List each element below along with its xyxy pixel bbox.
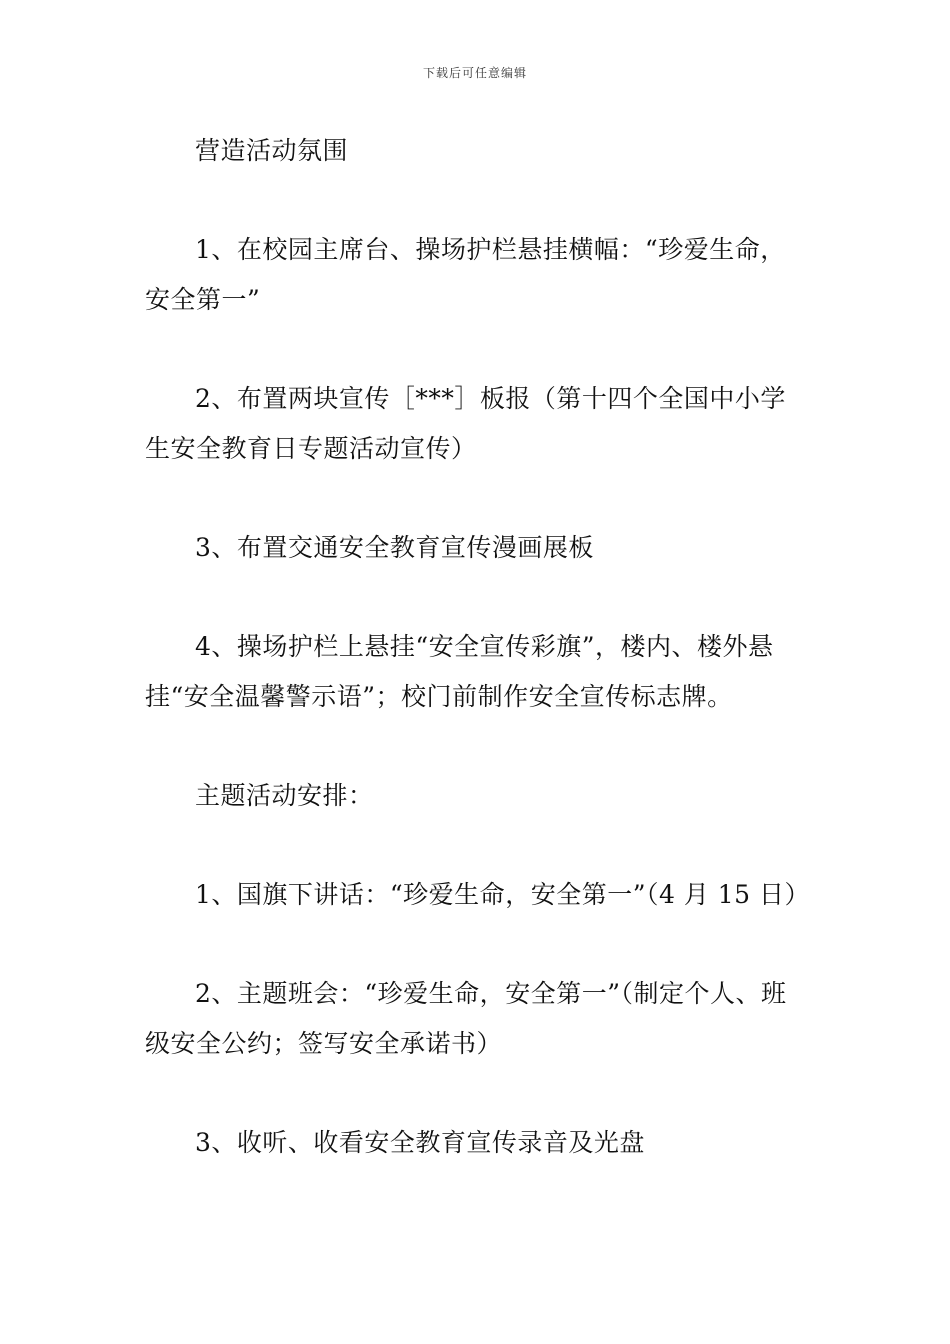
list-item: 2、主题班会：“珍爱生命，安全第一”（制定个人、班级安全公约；签写安全承诺书）	[145, 979, 787, 1058]
page-header-note: 下载后可任意编辑	[422, 66, 527, 80]
section-heading-atmosphere: 营造活动氛围	[195, 136, 349, 165]
list-item: 1、国旗下讲话：“珍爱生命，安全第一”（4 月 15 日）	[195, 880, 811, 909]
list-item: 2、布置两块宣传［***］板报（第十四个全国中小学生安全教育日专题活动宣传）	[145, 384, 786, 463]
list-item: 1、在校园主席台、操场护栏悬挂横幅：“珍爱生命，安全第一”	[145, 235, 786, 314]
list-item: 3、收听、收看安全教育宣传录音及光盘	[195, 1128, 645, 1157]
list-item: 3、布置交通安全教育宣传漫画展板	[195, 533, 594, 562]
document-body	[145, 126, 809, 1217]
section-heading-activities: 主题活动安排：	[195, 781, 374, 810]
list-item: 4、操场护栏上悬挂“安全宣传彩旗”，楼内、楼外悬挂“安全温馨警示语”；校门前制作安全宣传标志牌。	[145, 632, 774, 711]
